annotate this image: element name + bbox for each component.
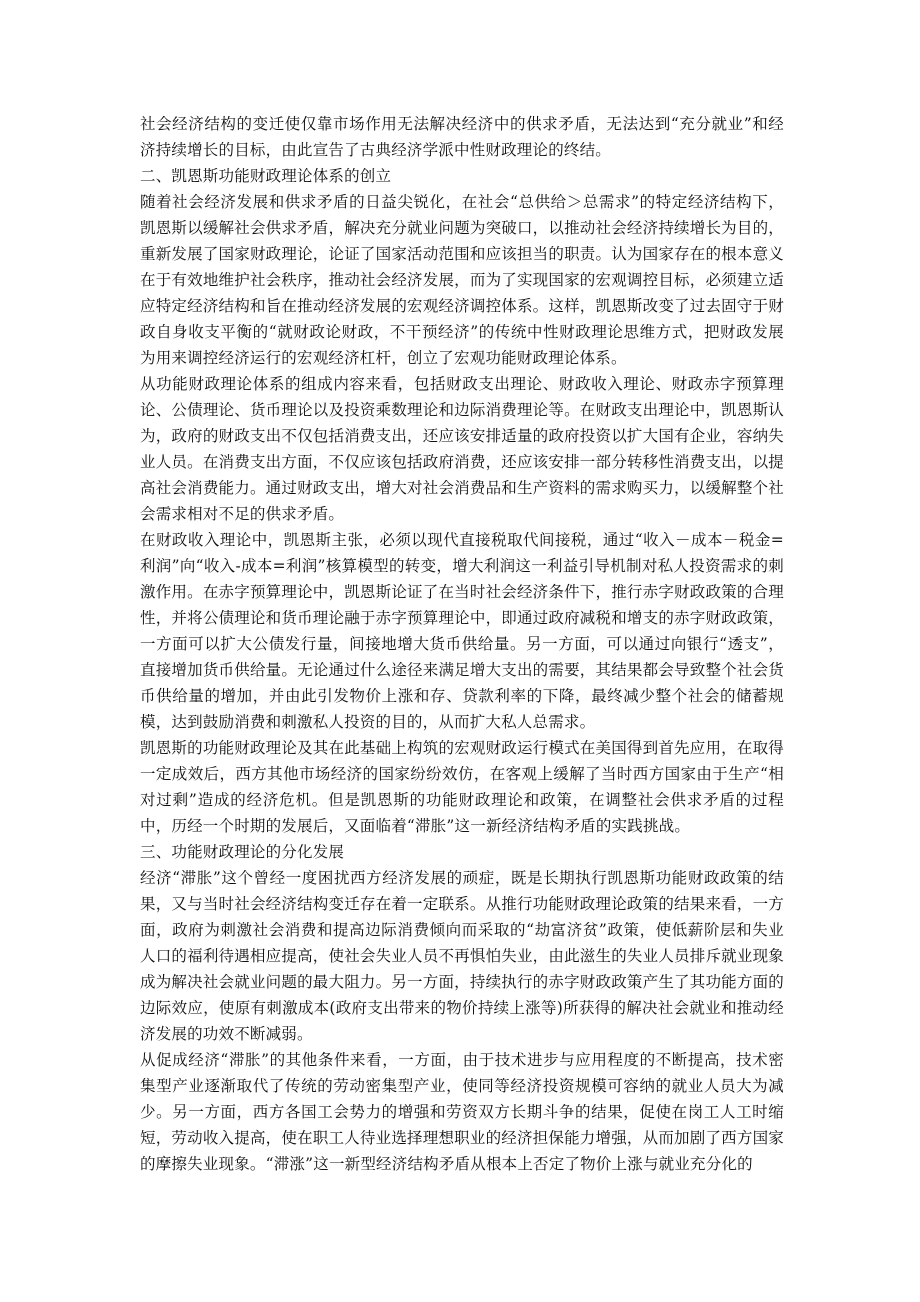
paragraph-6: 经济“滞胀”这个曾经一度困扰西方经济发展的顽症，既是长期执行凯恩斯功能财政政策的结果，又与当时社会经济结构变迁存在着一定联系。从推行功能财政理论政策的结果来看，一方面，政府为刺激社会消费和提高边际消费倾向而采取的“劫富济贫”政策，使低薪阶层和失业人口的福利待遇相应提高，使社会失业人员不再惧怕失业，由此滋生的失业人员排斥就业现象成为解决社会就业问题的最大阻力。另一方面，持续执行的赤字财政政策产生了其功能方面的边际效应，使原有刺激成本(政府支出带来的物价持续上涨等)所获得的解决社会就业和推动经济发展的功效不断减弱。 <box>140 869 784 1043</box>
paragraph-4: 在财政收入理论中，凯恩斯主张，必须以现代直接税取代间接税，通过“收入－成本－税金=利润”向“收入-成本=利润”核算模型的转变，增大利润这一利益引导机制对私人投资需求的刺激作用。在赤字预算理论中，凯恩斯论证了在当时社会经济条件下，推行赤字财政政策的合理性，并将公债理论和货币理论融于赤字预算理论中，即通过政府减税和增支的赤字财政政策，一方面可以扩大公债发行量，间接地增大货币供给量。另一方面，可以通过向银行“透支”，直接增加货币供给量。无论通过什么途径来满足增大支出的需要，其结果都会导致整个社会货币供给量的增加，并由此引发物价上涨和存、贷款利率的下降，最终减少整个社会的储蓄规模，达到鼓励消费和刺激私人投资的目的，从而扩大私人总需求。 <box>140 531 784 731</box>
paragraph-5: 凯恩斯的功能财政理论及其在此基础上构筑的宏观财政运行模式在美国得到首先应用，在取得一定成效后，西方其他市场经济的国家纷纷效仿，在客观上缓解了当时西方国家由于生产“相对过剩”造成的经济危机。但是凯恩斯的功能财政理论和政策，在调整社会供求矛盾的过程中，历经一个时期的发展后，又面临着“滞胀”这一新经济结构矛盾的实践挑战。 <box>140 739 784 835</box>
paragraph-3: 从功能财政理论体系的组成内容来看，包括财政支出理论、财政收入理论、财政赤字预算理论、公债理论、货币理论以及投资乘数理论和边际消费理论等。在财政支出理论中，凯恩斯认为，政府的财政支出不仅包括消费支出，还应该安排适量的政府投资以扩大国有企业，容纳失业人员。在消费支出方面，不仅应该包括政府消费，还应该安排一部分转移性消费支出，以提高社会消费能力。通过财政支出，增大对社会消费品和生产资料的需求购买力，以缓解整个社会需求相对不足的供求矛盾。 <box>140 375 784 523</box>
paragraph-1: 社会经济结构的变迁使仅靠市场作用无法解决经济中的供求矛盾，无法达到“充分就业”和经济持续增长的目标，由此宣告了古典经济学派中性财政理论的终结。 <box>140 115 784 159</box>
section-heading-3: 三、功能财政理论的分化发展 <box>140 843 345 861</box>
document-page <box>140 111 784 1177</box>
paragraph-2: 随着社会经济发展和供求矛盾的日益尖锐化，在社会“总供给＞总需求”的特定经济结构下，凯恩斯以缓解社会供求矛盾，解决充分就业问题为突破口，以推动社会经济持续增长为目的，重新发展了国家财政理论，论证了国家活动范围和应该担当的职责。认为国家存在的根本意义在于有效地维护社会秩序，推动社会经济发展，而为了实现国家的宏观调控目标，必须建立适应特定经济结构和旨在推动经济发展的宏观经济调控体系。这样，凯恩斯改变了过去固守于财政自身收支平衡的“就财政论财政，不干预经济”的传统中性财政理论思维方式，把财政发展为用来调控经济运行的宏观经济杠杆，创立了宏观功能财政理论体系。 <box>140 193 784 367</box>
paragraph-7: 从促成经济“滞胀”的其他条件来看，一方面，由于技术进步与应用程度的不断提高，技术密集型产业逐渐取代了传统的劳动密集型产业，使同等经济投资规模可容纳的就业人员大为减少。另一方面，西方各国工会势力的增强和劳资双方长期斗争的结果，促使在岗工人工时缩短，劳动收入提高，使在职工人待业选择理想职业的经济担保能力增强，从而加剧了西方国家的摩擦失业现象。“滞涨”这一新型经济结构矛盾从根本上否定了物价上涨与就业充分化的 <box>140 1051 784 1173</box>
section-heading-2: 二、凯恩斯功能财政理论体系的创立 <box>140 167 392 185</box>
